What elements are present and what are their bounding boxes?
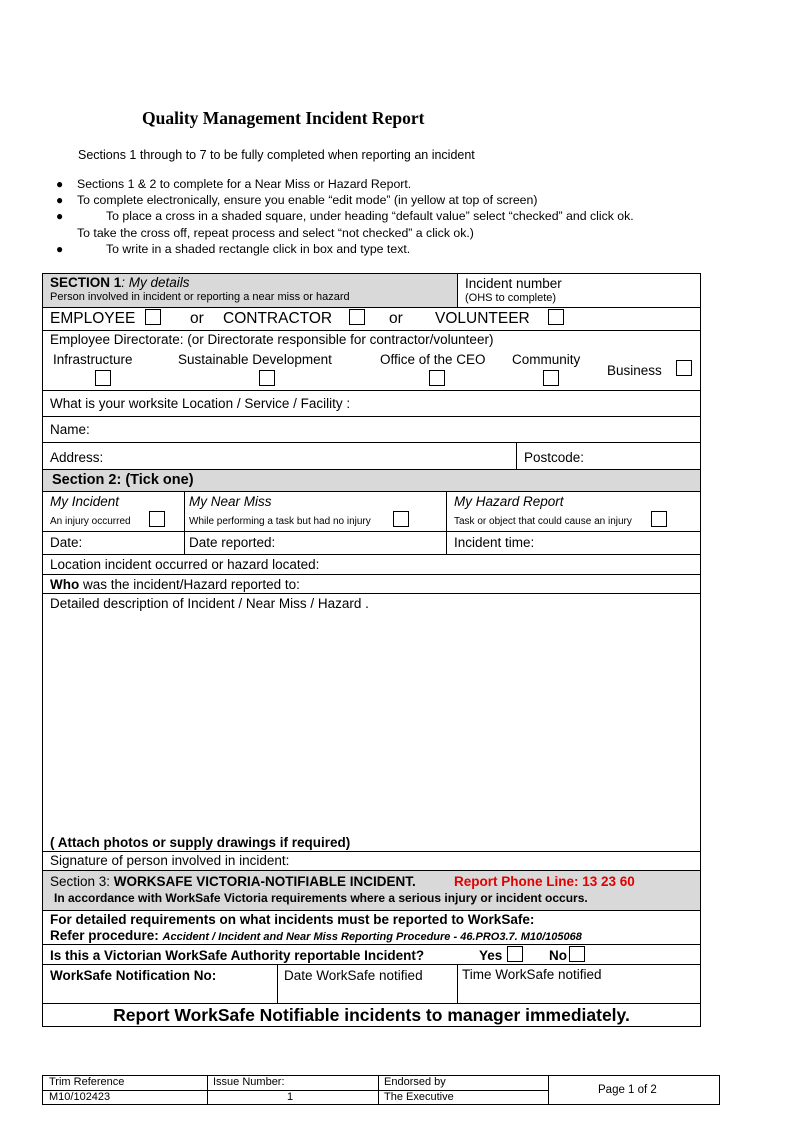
address-row: [43, 443, 700, 470]
volunteer-checkbox[interactable]: [548, 309, 564, 325]
name-label: Name:: [50, 422, 90, 437]
hazard-type-desc: Task or object that could cause an injury: [454, 516, 632, 527]
sustainable-checkbox[interactable]: [259, 370, 275, 386]
worksite-row[interactable]: [43, 391, 700, 417]
section1-heading: SECTION 1: My details: [50, 275, 190, 290]
closing-statement: Report WorkSafe Notifiable incidents to manager immediately.: [113, 1005, 630, 1025]
time-notified-label: Time WorkSafe notified: [462, 967, 602, 982]
endorsed-by-value: The Executive: [384, 1091, 454, 1103]
notification-row: [43, 965, 700, 1004]
directorate-business-label: Business: [607, 363, 662, 378]
employee-checkbox[interactable]: [145, 309, 161, 325]
postcode-label: Postcode:: [524, 450, 585, 465]
instruction-item: ● To place a cross in a shaded square, under heading “default value” select “checked” and click ok.: [56, 209, 634, 223]
incident-type-desc: An injury occurred: [50, 516, 131, 527]
or-label: or: [389, 310, 403, 327]
issue-number-value: 1: [287, 1091, 294, 1103]
attach-note: ( Attach photos or supply drawings if required): [50, 835, 351, 850]
employee-label: EMPLOYEE: [50, 310, 136, 327]
bullet-icon: ●: [56, 177, 64, 191]
description-label: Detailed description of Incident / Near Miss / Hazard .: [50, 596, 369, 611]
endorsed-by-label: Endorsed by: [384, 1076, 446, 1088]
person-type-row: [43, 308, 700, 331]
description-area[interactable]: [43, 594, 700, 852]
near-miss-type-label: My Near Miss: [189, 494, 272, 509]
section2-heading: Section 2: (Tick one): [52, 472, 194, 488]
incident-form: [42, 273, 701, 1027]
trim-reference-value: M10/102423: [49, 1091, 111, 1103]
instruction-item: ● To write in a shaded rectangle click in box and type text.: [56, 242, 411, 256]
directorate-infrastructure-label: Infrastructure: [53, 352, 133, 367]
trim-reference-label: Trim Reference: [49, 1076, 125, 1088]
volunteer-label: VOLUNTEER: [435, 310, 530, 327]
ohs-note: (OHS to complete): [465, 292, 557, 304]
community-checkbox[interactable]: [543, 370, 559, 386]
page-title: Quality Management Incident Report: [142, 108, 425, 128]
notification-number-label: WorkSafe Notification No:: [50, 968, 217, 983]
bullet-icon: ●: [56, 193, 64, 207]
or-label: or: [190, 310, 204, 327]
business-checkbox[interactable]: [676, 360, 692, 376]
who-row[interactable]: [43, 575, 700, 594]
contractor-checkbox[interactable]: [349, 309, 365, 325]
page-number: Page 1 of 2: [598, 1084, 657, 1096]
directorate-sustainable-label: Sustainable Development: [178, 352, 332, 367]
infrastructure-checkbox[interactable]: [95, 370, 111, 386]
incident-type-label: My Incident: [50, 494, 120, 509]
near-miss-type-desc: While performing a task but had no injury: [189, 516, 371, 527]
ceo-checkbox[interactable]: [429, 370, 445, 386]
worksafe-accordance: In accordance with WorkSafe Victoria requirements where a serious injury or incident occurs.: [54, 891, 588, 905]
directorate-label: Employee Directorate: (or Directorate responsible for contractor/volunteer): [50, 332, 494, 347]
bullet-icon: ●: [56, 242, 64, 256]
dates-row: [43, 532, 700, 555]
refer-procedure: Refer procedure: Accident / Incident and Near Miss Reporting Procedure - 46.PRO3.7. M10/105068: [50, 928, 582, 943]
reportable-question: Is this a Victorian WorkSafe Authority reportable Incident?: [50, 948, 425, 963]
detailed-requirements: For detailed requirements on what incidents must be reported to WorkSafe:: [50, 912, 535, 927]
instruction-item: ● To complete electronically, ensure you enable “edit mode” (in yellow at top of screen): [56, 193, 538, 207]
location-label: Location incident occurred or hazard located:: [50, 557, 320, 572]
who-label: Who was the incident/Hazard reported to:: [50, 577, 300, 592]
contractor-label: CONTRACTOR: [223, 310, 333, 327]
reportable-yes-checkbox[interactable]: [507, 946, 523, 962]
address-label: Address:: [50, 450, 104, 465]
yes-label: Yes: [479, 948, 503, 963]
date-label: Date:: [50, 535, 83, 550]
near-miss-checkbox[interactable]: [393, 511, 409, 527]
name-row[interactable]: [43, 417, 700, 443]
bullet-icon: ●: [56, 209, 64, 223]
no-label: No: [549, 948, 567, 963]
directorate-row: [43, 331, 700, 391]
incident-time-label: Incident time:: [454, 535, 535, 550]
directorate-ceo-label: Office of the CEO: [380, 352, 486, 367]
report-type-row: [43, 492, 700, 532]
worksite-label: What is your worksite Location / Service / Facility :: [50, 396, 351, 411]
directorate-community-label: Community: [512, 352, 581, 367]
section3-header-row: [43, 871, 700, 911]
reportable-no-checkbox[interactable]: [569, 946, 585, 962]
date-notified-label: Date WorkSafe notified: [284, 968, 423, 983]
section1-subheading: Person involved in incident or reporting a near miss or hazard: [50, 291, 350, 303]
instruction-item: ● Sections 1 & 2 to complete for a Near Miss or Hazard Report.: [56, 177, 412, 191]
reportable-row: [43, 945, 700, 965]
section1-header-row: [43, 274, 700, 308]
date-reported-label: Date reported:: [189, 535, 276, 550]
location-row[interactable]: [43, 555, 700, 575]
incident-checkbox[interactable]: [149, 511, 165, 527]
section3-heading: Section 3: WORKSAFE VICTORIA-NOTIFIABLE INCIDENT.: [50, 874, 416, 889]
footer-table: [42, 1075, 720, 1105]
section2-header-row: [43, 470, 700, 492]
signature-label: Signature of person involved in incident:: [50, 853, 290, 868]
signature-row[interactable]: [43, 852, 700, 871]
issue-number-label: Issue Number:: [213, 1076, 285, 1088]
closing-row: [43, 1004, 700, 1027]
instruction-item: To take the cross off, repeat process and select “not checked” a click ok.): [77, 226, 474, 240]
page-subtitle: Sections 1 through to 7 to be fully completed when reporting an incident: [78, 148, 475, 162]
report-phone-line: Report Phone Line: 13 23 60: [454, 874, 635, 889]
hazard-type-label: My Hazard Report: [454, 494, 564, 509]
hazard-checkbox[interactable]: [651, 511, 667, 527]
requirements-row: [43, 911, 700, 945]
incident-number-label: Incident number: [465, 276, 562, 291]
